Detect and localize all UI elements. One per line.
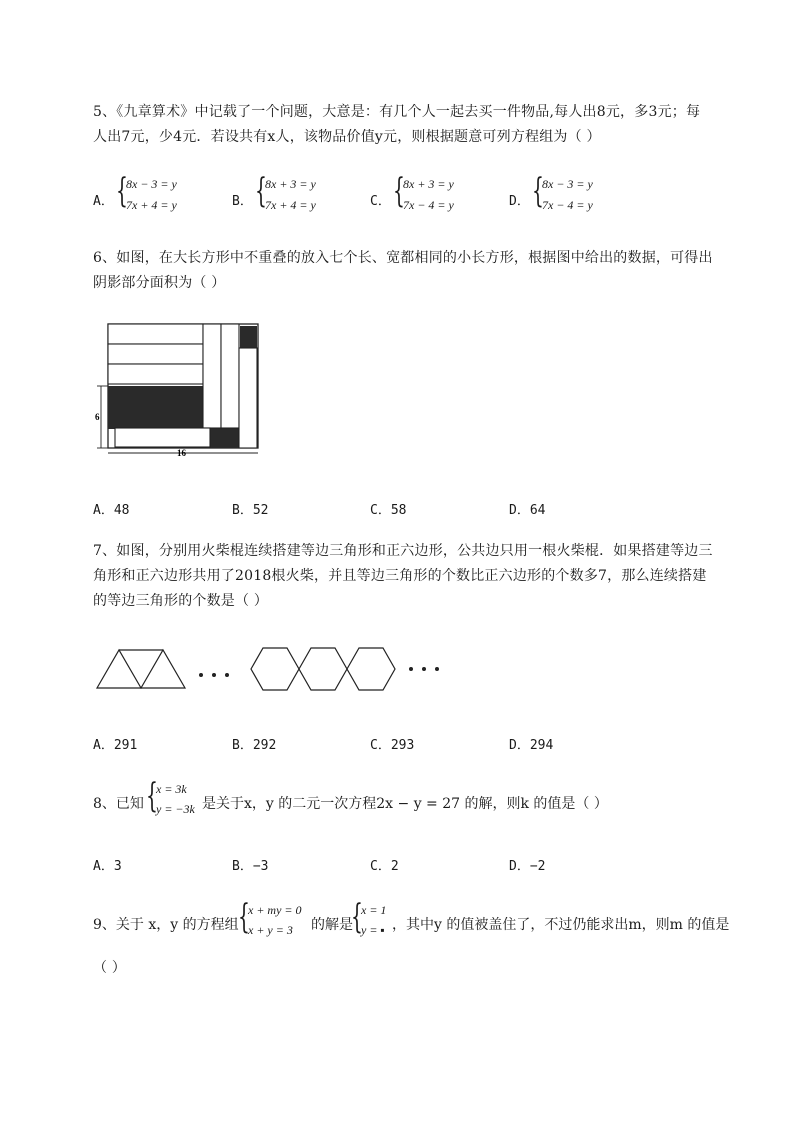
equation-2: 7x + 4 = y	[265, 198, 316, 212]
equation-system: { 8x − 3 = y 7x − 4 = y	[532, 171, 593, 212]
equation-1: 8x + 3 = y	[265, 177, 316, 191]
equation-1: 8x − 3 = y	[126, 177, 177, 191]
equation-system: { 8x + 3 = y 7x + 4 = y	[255, 171, 316, 212]
option-d[interactable]: D．−2	[509, 859, 546, 874]
q9-sol1: x = 1	[361, 903, 387, 917]
q9-system: { x + my = 0 x + y = 3	[238, 897, 302, 937]
option-a[interactable]: A．3	[93, 859, 122, 874]
equation-1: 8x + 3 = y	[403, 177, 454, 191]
option-d[interactable]: D．294	[509, 738, 554, 753]
shaded-region-bottom	[207, 426, 240, 448]
q8-system: { x = 3k y = −3k	[146, 776, 195, 816]
option-c[interactable]: C．2	[370, 859, 399, 874]
option-label: C．	[370, 194, 391, 209]
equation-2: 7x − 4 = y	[403, 198, 454, 212]
equation-2: 7x − 4 = y	[542, 198, 593, 212]
q5-stem-line2: 人出7元，少4元．若设共有x人，该物品价值y元，则根据题意可列方程组为（ ）	[93, 129, 601, 145]
option-c[interactable]: C．293	[370, 738, 415, 753]
q9-middle: 的解是	[311, 917, 353, 933]
equation-system: { 8x − 3 = y 7x + 4 = y	[116, 171, 177, 212]
width-label: 16	[177, 448, 186, 458]
shaded-region-left	[108, 386, 203, 429]
q6-stem-line2: 阴影部分面积为（ ）	[93, 275, 226, 291]
option-a[interactable]: A．291	[93, 738, 138, 753]
q9-suffix: ，其中y 的值被盖住了，不过仍能求出m，则m 的值是	[392, 917, 730, 933]
q8-suffix: 是关于x，y 的二元一次方程2x − y = 27 的解，则k 的值是（ ）	[202, 796, 608, 812]
ellipsis-dots-1	[199, 673, 229, 677]
q9-answer-paren: （ ）	[93, 960, 127, 976]
option-b[interactable]: B．292	[232, 738, 277, 753]
q7-stem-line3: 的等边三角形的个数是（ ）	[93, 593, 269, 609]
hexagon-chain	[251, 648, 395, 690]
ellipsis-dots-2	[409, 667, 439, 671]
q6-stem-line1: 6、如图，在大长方形中不重叠的放入七个长、宽都相同的小长方形，根据图中给出的数据，可得出	[93, 250, 713, 266]
q8-prefix: 8、已知	[93, 796, 144, 812]
q9-eq2: x + y = 3	[248, 923, 293, 937]
q8-eq1: x = 3k	[156, 782, 187, 796]
matchstick-figure	[92, 636, 452, 702]
option-c[interactable]: C．58	[370, 503, 407, 518]
equation-system: { 8x + 3 = y 7x − 4 = y	[393, 171, 454, 212]
option-a[interactable]: A．48	[93, 503, 130, 518]
q9-sol2: y = ▪	[361, 923, 385, 937]
q8-eq2: y = −3k	[156, 802, 195, 816]
equation-2: 7x + 4 = y	[126, 198, 177, 212]
q9-solution: { x = 1 y = ▪	[351, 897, 387, 937]
triangle-chain	[97, 650, 185, 688]
equation-1: 8x − 3 = y	[542, 177, 593, 191]
q7-stem-line2: 角形和正六边形共用了2018根火柴，并且等边三角形的个数比正六边形的个数多7，那么连续搭建	[93, 568, 707, 584]
q7-stem-line1: 7、如图，分别用火柴棍连续搭建等边三角形和正六边形，公共边只用一根火柴棍．如果搭建等边三	[93, 543, 713, 559]
rectangle-figure	[95, 322, 265, 462]
option-label: D．	[509, 194, 530, 209]
option-b[interactable]: B．52	[232, 503, 269, 518]
option-label: B．	[232, 194, 253, 209]
q9-prefix: 9、关于 x，y 的方程组	[93, 917, 239, 933]
option-b[interactable]: B．−3	[232, 859, 269, 874]
shaded-region-top-right	[240, 326, 257, 348]
q9-eq1: x + my = 0	[248, 903, 302, 917]
option-d[interactable]: D．64	[509, 503, 546, 518]
height-label: 6	[95, 412, 100, 422]
q5-stem-line1: 5、《九章算术》中记载了一个问题，大意是：有几个人一起去买一件物品,每人出8元，多3元；每	[93, 104, 701, 120]
option-label: A．	[93, 194, 114, 209]
